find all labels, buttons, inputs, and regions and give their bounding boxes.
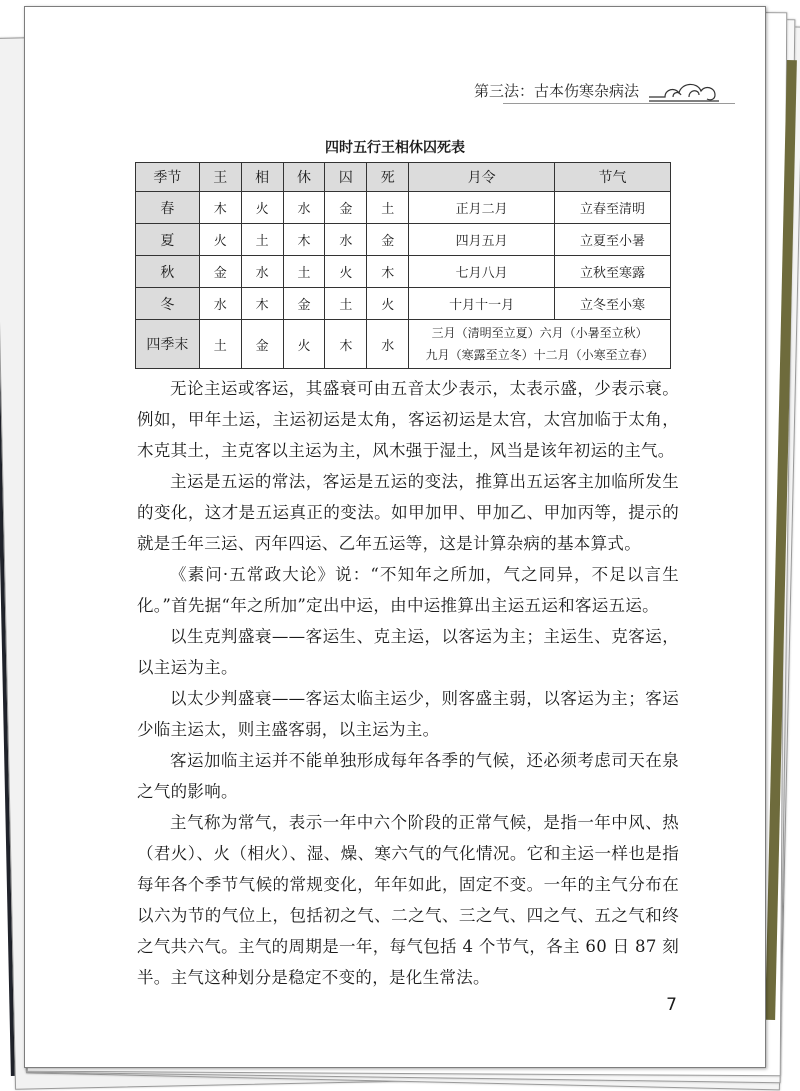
column-header: 王 (199, 163, 241, 192)
table-cell: 水 (241, 256, 283, 288)
month-cell: 正月二月 (409, 192, 555, 224)
column-header: 死 (367, 163, 409, 192)
table-cell: 水 (325, 224, 367, 256)
book-page (24, 6, 766, 1068)
column-header: 月令 (409, 163, 555, 192)
paragraph: 《素问·五常政大论》说：“不知年之所加，气之同异，不足以言生化。”首先据“年之所加”定出中运，由中运推算出主运五运和客运五运。 (137, 565, 679, 615)
table-cell: 水 (367, 320, 409, 369)
paragraph: 主运是五运的常法，客运是五运的变法，推算出五运客主加临所发生的变化，这才是五运真正的变法。如甲加甲、甲加乙、甲加丙等，提示的就是壬年三运、丙年四运、乙年五运等，这是计算杂病的基本算式。 (137, 472, 679, 553)
wuxing-table (135, 162, 671, 369)
season-cell: 秋 (136, 256, 200, 288)
table-cell: 木 (367, 256, 409, 288)
paragraph: 客运加临主运并不能单独形成每年各季的气候，还必须考虑司天在泉之气的影响。 (137, 751, 679, 801)
running-header (474, 75, 721, 105)
column-header: 节气 (555, 163, 671, 192)
table-cell: 土 (199, 320, 241, 369)
paragraph: 以太少判盛衰——客运太临主运少，则客盛主弱，以客运为主；客运少临主运太，则主盛客弱，以主运为主。 (137, 689, 679, 739)
paragraph: 无论主运或客运，其盛衰可由五音太少表示，太表示盛，少表示衰。例如，甲年土运，主运初运是太角，客运初运是太宫，太宫加临于太角，木克其土，主克客以主运为主，风木强于湿土，风当是该年初运的主气。 (137, 379, 679, 460)
solar-term-cell: 立夏至小暑 (555, 224, 671, 256)
month-cell: 十月十一月 (409, 288, 555, 320)
table-cell: 金 (241, 320, 283, 369)
season-cell: 冬 (136, 288, 200, 320)
table-cell: 金 (325, 192, 367, 224)
header-rule (503, 103, 735, 104)
season-cell: 春 (136, 192, 200, 224)
paragraph: 主气称为常气，表示一年中六个阶段的正常气候，是指一年中风、热（君火）、火（相火）、湿、燥、寒六气的气化情况。它和主运一样也是指每年各个季节气候的常规变化，年年如此，固定不变。一年的主气分布在以六为节的气位上，包括初之气、二之气、三之气、四之气、五之气和终之气共六气。主气的周期是一年，每气包括 4 个节气，各主 60 日 87 刻半。主气这种划分是稳定不变的，是化生常法。 (137, 813, 679, 987)
table-title: 四时五行王相休囚死表 (325, 140, 465, 156)
page-number: 7 (666, 995, 677, 1015)
month-cell: 四月五月 (409, 224, 555, 256)
table-row (136, 320, 671, 369)
table-header-row (136, 163, 671, 192)
paragraph: 以生克判盛衰——客运生、克主运，以客运为主；主运生、克客运，以主运为主。 (137, 627, 679, 677)
month-note-line: 九月（寒露至立冬）十二月（小寒至立春） (425, 348, 654, 362)
solar-term-cell: 立春至清明 (555, 192, 671, 224)
table-cell: 木 (241, 288, 283, 320)
table-cell: 土 (241, 224, 283, 256)
table-cell: 木 (325, 320, 367, 369)
table-cell: 木 (199, 192, 241, 224)
column-header: 休 (283, 163, 325, 192)
table-cell: 火 (325, 256, 367, 288)
season-cell: 四季末 (136, 320, 200, 369)
table-row (136, 224, 671, 256)
solar-term-cell: 立秋至寒露 (555, 256, 671, 288)
table-cell: 金 (283, 288, 325, 320)
table-cell: 火 (283, 320, 325, 369)
table-cell: 水 (199, 288, 241, 320)
month-cell: 七月八月 (409, 256, 555, 288)
table-row (136, 288, 671, 320)
body-text (137, 373, 679, 993)
chapter-title: 第三法：古本伤寒杂病法 (473, 81, 639, 100)
table-row (136, 256, 671, 288)
column-header: 囚 (325, 163, 367, 192)
table-cell: 水 (283, 192, 325, 224)
table-cell: 火 (241, 192, 283, 224)
cloud-ornament-icon (647, 75, 721, 105)
column-header: 季节 (136, 163, 200, 192)
table-cell: 土 (325, 288, 367, 320)
month-note-cell (409, 320, 671, 369)
table-row (136, 192, 671, 224)
month-note-line: 三月（清明至立夏）六月（小暑至立秋） (431, 326, 648, 340)
solar-term-cell: 立冬至小寒 (555, 288, 671, 320)
table-cell: 土 (367, 192, 409, 224)
column-header: 相 (241, 163, 283, 192)
table-cell: 金 (367, 224, 409, 256)
table-cell: 火 (199, 224, 241, 256)
table-cell: 火 (367, 288, 409, 320)
table-cell: 土 (283, 256, 325, 288)
season-cell: 夏 (136, 224, 200, 256)
table-cell: 金 (199, 256, 241, 288)
table-cell: 木 (283, 224, 325, 256)
